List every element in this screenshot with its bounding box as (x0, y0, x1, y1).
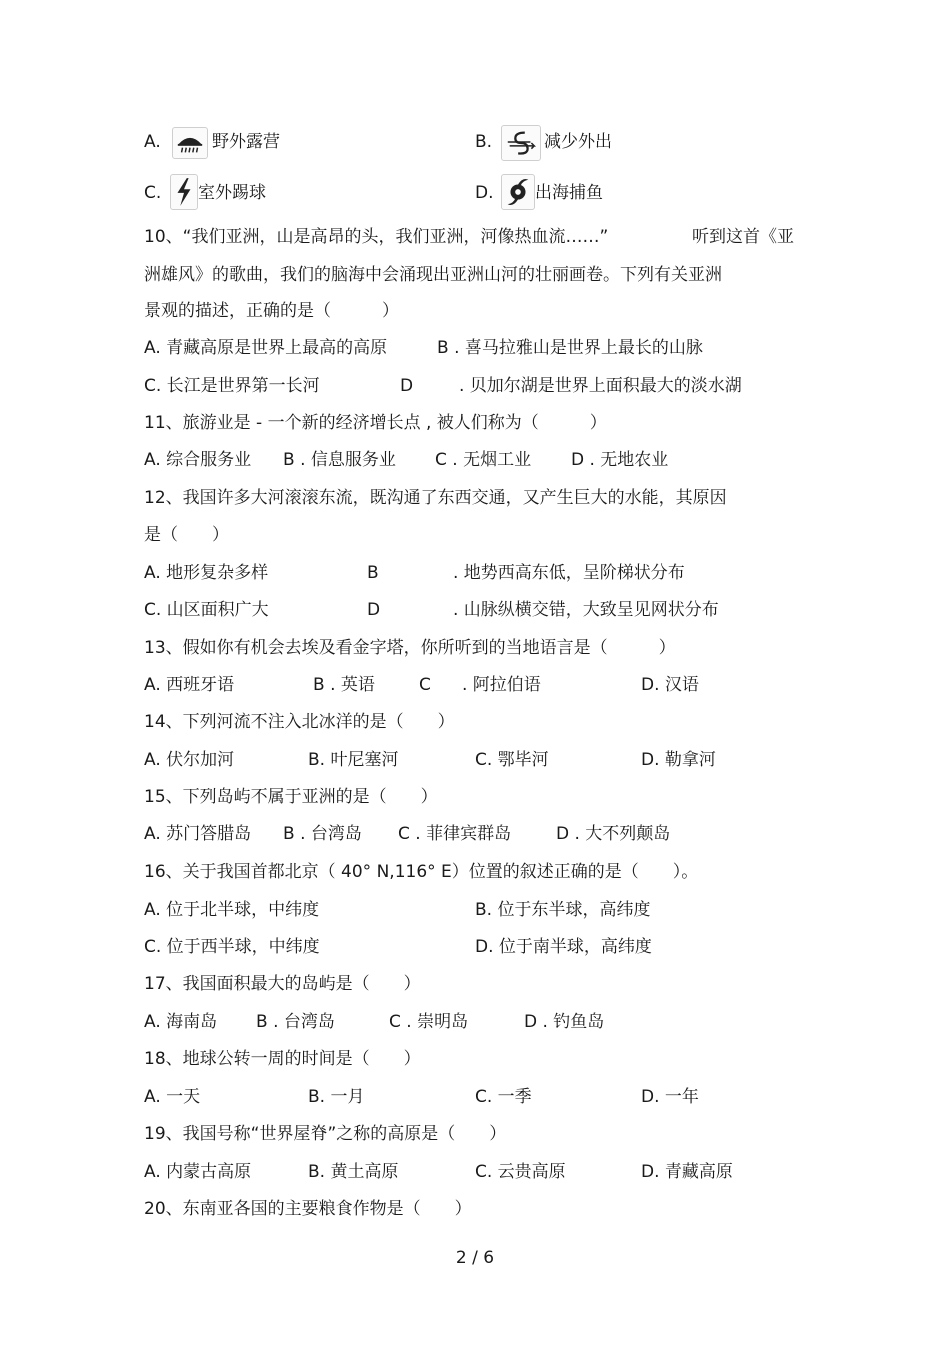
q18-option-a: A. 一天 (144, 1087, 201, 1107)
q12-option-d-letter: D (367, 600, 381, 620)
q10-option-c: C. 长江是世界第一长河 (144, 376, 320, 396)
q17-option-d: D . 钓鱼岛 (524, 1012, 605, 1032)
q12-stem-line1: 12、我国许多大河滚滚东流，既沟通了东西交通，又产生巨大的水能，其原因 (144, 488, 727, 508)
q18-stem: 18、地球公转一周的时间是（ ） (144, 1049, 421, 1069)
q10-stem-line1: 10、“我们亚洲，山是高昂的头，我们亚洲，河像热血流……” (144, 227, 609, 247)
q10-stem-line3: 景观的描述，正确的是（ ） (144, 301, 399, 321)
q16-option-d: D. 位于南半球，高纬度 (475, 937, 652, 957)
q18-option-d: D. 一年 (641, 1087, 699, 1107)
q13-option-c-text: . 阿拉伯语 (462, 675, 541, 695)
q15-option-a: A. 苏门答腊岛 (144, 824, 252, 844)
q9-option-c-letter: C. (144, 183, 162, 203)
q16-stem: 16、关于我国首都北京（ 40° N,116° E）位置的叙述正确的是（ ）。 (144, 862, 699, 882)
q11-option-c: C . 无烟工业 (435, 450, 532, 470)
q10-stem-line2: 洲雄风》的歌曲，我们的脑海中会涌现出亚洲山河的壮丽画卷。下列有关亚洲 (144, 265, 722, 285)
q13-option-b: B . 英语 (313, 675, 375, 695)
q19-option-b: B. 黄土高原 (308, 1162, 399, 1182)
q17-option-c: C . 崇明岛 (389, 1012, 469, 1032)
rainstorm-icon (172, 127, 208, 159)
q10-option-b: B . 喜马拉雅山是世界上最长的山脉 (437, 338, 703, 358)
q12-stem-line2: 是（ ） (144, 525, 229, 545)
q14-option-d: D. 勒拿河 (641, 750, 716, 770)
q9-option-b-letter: B. (475, 132, 493, 152)
q18-option-b: B. 一月 (308, 1087, 365, 1107)
q14-option-b: B. 叶尼塞河 (308, 750, 399, 770)
q16-option-c: C. 位于西半球，中纬度 (144, 937, 320, 957)
sandstorm-icon (501, 125, 541, 161)
q11-option-d: D . 无地农业 (571, 450, 669, 470)
q15-option-b: B . 台湾岛 (283, 824, 362, 844)
q20-stem: 20、东南亚各国的主要粮食作物是（ ） (144, 1199, 472, 1219)
q9-option-c-text: 室外踢球 (198, 183, 266, 203)
page-number: 2 / 6 (455, 1248, 495, 1268)
q19-stem: 19、我国号称“世界屋脊”之称的高原是（ ） (144, 1124, 507, 1144)
q11-option-b: B . 信息服务业 (283, 450, 396, 470)
q9-option-a-letter: A. (144, 132, 161, 152)
lightning-icon (170, 174, 198, 210)
q10-option-a: A. 青藏高原是世界上最高的高原 (144, 338, 388, 358)
q13-option-c-letter: C (419, 675, 431, 695)
q15-option-c: C . 菲律宾群岛 (398, 824, 512, 844)
q11-stem: 11、旅游业是 - 一个新的经济增长点 , 被人们称为（ ） (144, 413, 607, 433)
q13-option-d: D. 汉语 (641, 675, 699, 695)
q9-option-a-text: 野外露营 (212, 132, 280, 152)
q9-option-d-letter: D. (475, 183, 494, 203)
q13-option-a: A. 西班牙语 (144, 675, 235, 695)
q19-option-c: C. 云贵高原 (475, 1162, 566, 1182)
q9-option-d-text: 出海捕鱼 (535, 183, 603, 203)
q13-stem: 13、假如你有机会去埃及看金字塔，你所听到的当地语言是（ ） (144, 638, 676, 658)
q15-option-d: D . 大不列颠岛 (556, 824, 671, 844)
typhoon-icon (501, 174, 535, 210)
q10-option-d-letter: D (400, 376, 414, 396)
q18-option-c: C. 一季 (475, 1087, 532, 1107)
q10-option-d-text: . 贝加尔湖是世界上面积最大的淡水湖 (459, 376, 742, 396)
q12-option-a: A. 地形复杂多样 (144, 563, 269, 583)
q16-option-b: B. 位于东半球，高纬度 (475, 900, 651, 920)
q19-option-a: A. 内蒙古高原 (144, 1162, 252, 1182)
q17-stem: 17、我国面积最大的岛屿是（ ） (144, 974, 421, 994)
q14-option-a: A. 伏尔加河 (144, 750, 235, 770)
q19-option-d: D. 青藏高原 (641, 1162, 733, 1182)
q12-option-c: C. 山区面积广大 (144, 600, 269, 620)
q14-option-c: C. 鄂毕河 (475, 750, 549, 770)
q16-option-a: A. 位于北半球，中纬度 (144, 900, 320, 920)
q12-option-b-letter: B (367, 563, 379, 583)
q12-option-d-text: . 山脉纵横交错，大致呈见网状分布 (453, 600, 719, 620)
q17-option-a: A. 海南岛 (144, 1012, 218, 1032)
q17-option-b: B . 台湾岛 (256, 1012, 335, 1032)
q15-stem: 15、下列岛屿不属于亚洲的是（ ） (144, 787, 438, 807)
q10-stem-line1-tail: 听到这首《亚 (692, 227, 794, 247)
q11-option-a: A. 综合服务业 (144, 450, 252, 470)
q14-stem: 14、下列河流不注入北冰洋的是（ ） (144, 712, 455, 732)
q12-option-b-text: . 地势西高东低，呈阶梯状分布 (453, 563, 685, 583)
q9-option-b-text: 减少外出 (544, 132, 612, 152)
